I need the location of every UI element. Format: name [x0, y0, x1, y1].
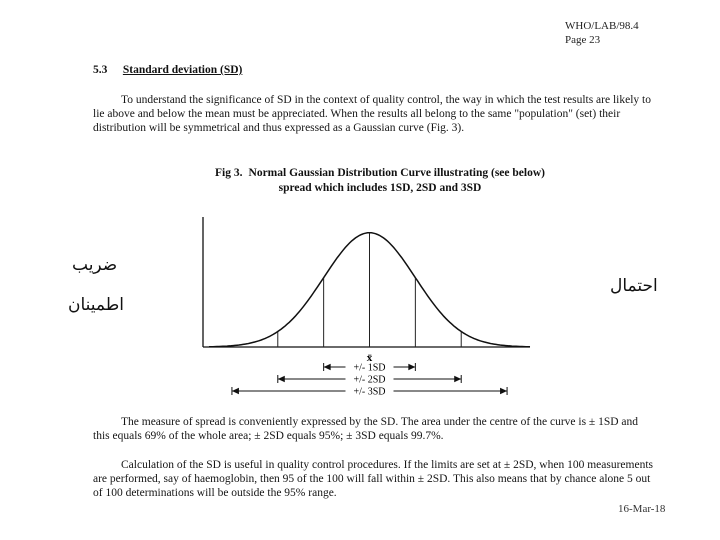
- section-number: 5.3: [93, 64, 108, 76]
- sd-range-arrow-left: [278, 376, 285, 382]
- sd-range-label: +/- 2SD: [353, 374, 386, 386]
- spread-paragraph: [93, 415, 653, 443]
- figure-caption-line1: Normal Gaussian Distribution Curve illustrating (see below): [248, 167, 545, 179]
- section-heading: [93, 64, 242, 76]
- arabic-annotation-left-2: اطمینان: [68, 295, 125, 315]
- gaussian-curve-chart: [195, 205, 540, 410]
- arabic-annotation-left-1: ضریب: [72, 255, 118, 275]
- sd-range-arrow-left: [232, 388, 239, 394]
- arabic-annotation-right: احتمال: [610, 276, 658, 296]
- figure-caption-line2: spread which includes 1SD, 2SD and 3SD: [278, 182, 482, 194]
- sd-range-arrow-right: [500, 388, 507, 394]
- sd-range-arrow-right: [408, 364, 415, 370]
- footer-date: 16-Mar-18: [618, 503, 666, 515]
- mean-symbol-label: x̄: [366, 352, 373, 364]
- figure-label: Fig 3.: [215, 167, 243, 179]
- sd-range-arrow-left: [324, 364, 331, 370]
- figure-caption: [190, 166, 570, 196]
- calculation-paragraph: [93, 458, 653, 500]
- page-number: Page 23: [565, 34, 601, 46]
- intro-text: To understand the significance of SD in the context of quality control, the way in which the test results are likely to lie above and below the mean must be appreciated. When the results all belong to the same "population" (set) their distribution will be symmetrical and thus expressed as a Gaussian curve (Fig. 3).: [93, 94, 651, 134]
- calculation-text: Calculation of the SD is useful in quality control procedures. If the limits are set at ± 2SD, when 100 measurements are performed, say of haemoglobin, then 95 of the 100 will fall within ± 2SD. This also means that by chance alone 5 out of 100 determinations will be outside the 95% range.: [93, 459, 653, 499]
- document-header: [565, 19, 639, 47]
- sd-range-label: +/- 1SD: [353, 362, 386, 374]
- sd-range-label: +/- 3SD: [353, 386, 386, 398]
- spread-text: The measure of spread is conveniently expressed by the SD. The area under the centre of the curve is ± 1SD and this equals 69% of the whole area; ± 2SD equals 95%; ± 3SD equals 99.7%.: [93, 416, 639, 442]
- intro-paragraph: [93, 93, 653, 135]
- sd-range-arrow-right: [454, 376, 461, 382]
- document-reference: WHO/LAB/98.4: [565, 20, 639, 32]
- section-title: Standard deviation (SD): [122, 64, 243, 76]
